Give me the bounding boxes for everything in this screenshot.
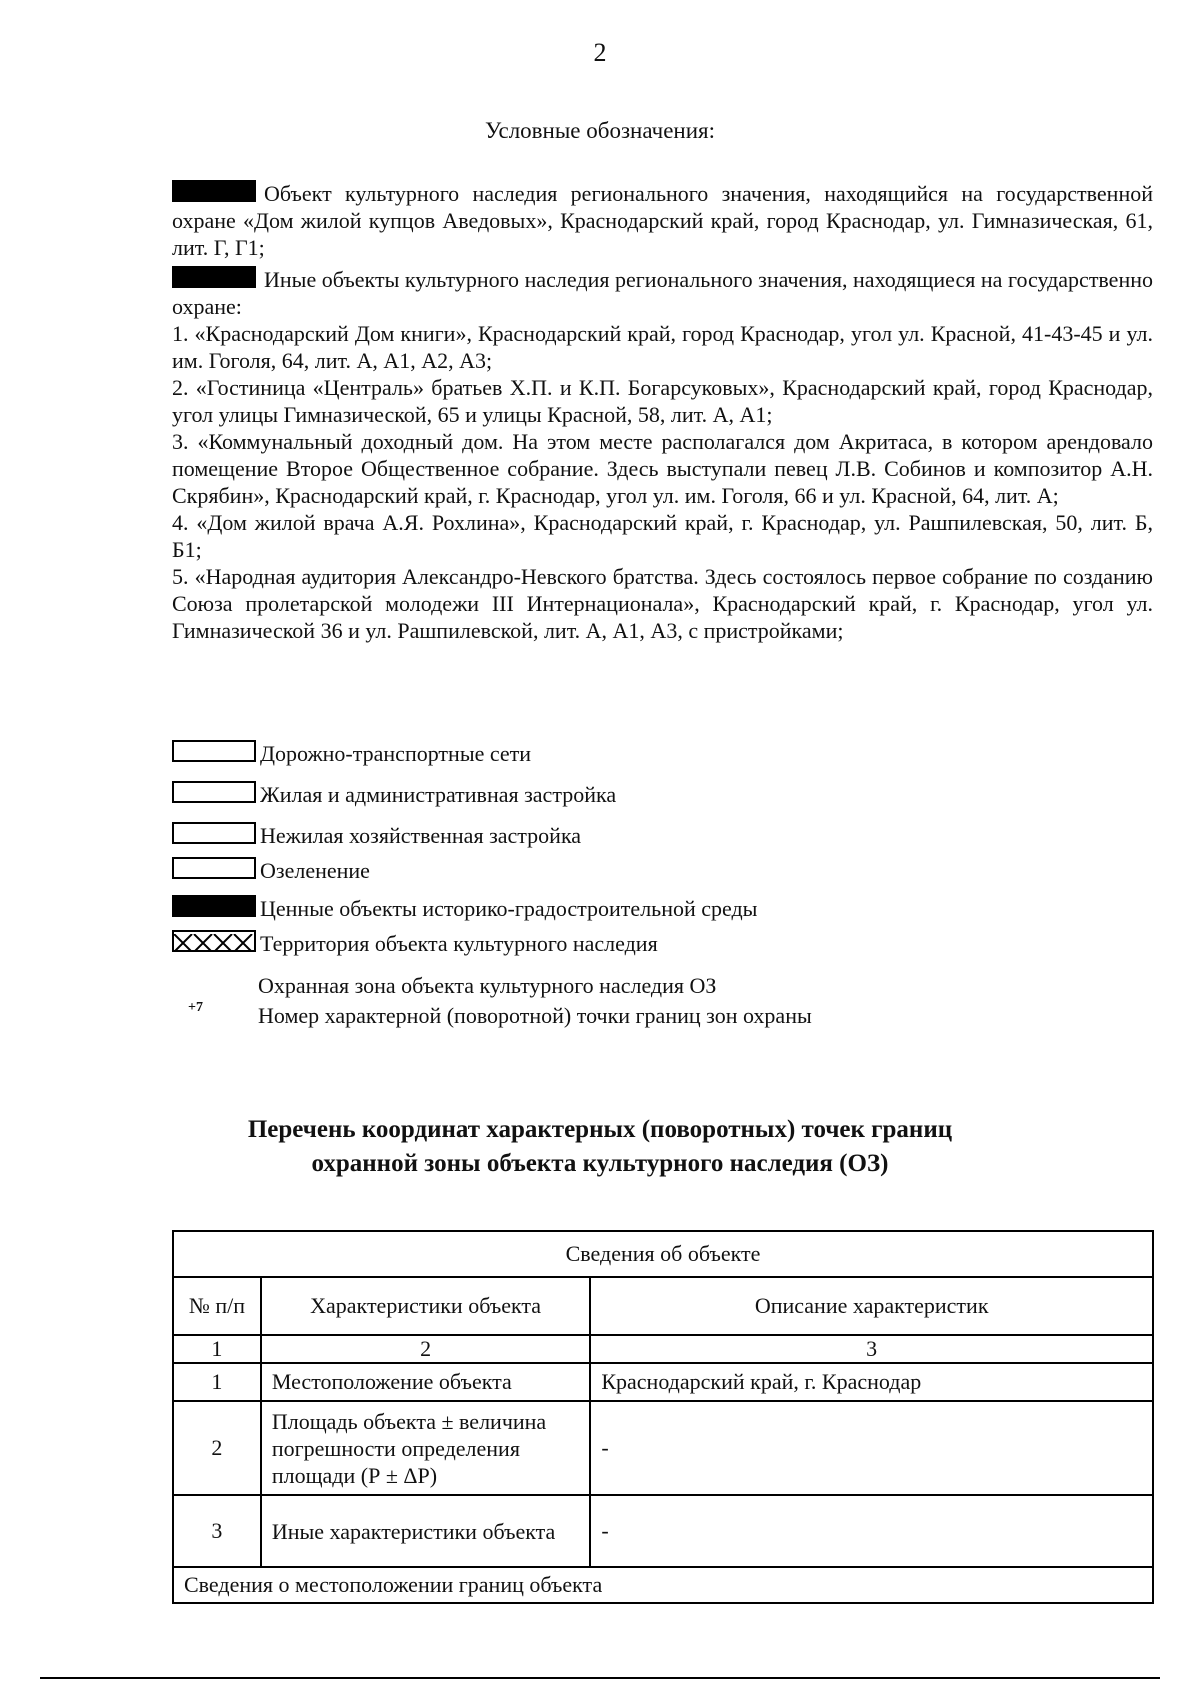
legend-title: Условные обозначения: <box>484 118 716 143</box>
other-object-item: 5. «Народная аудитория Александро-Невского братства. Здесь состоялось первое собрание по созданию Союза пролетарской молодежи III Интернационала», Краснодарский край, г. Краснодар, угол ул. Гимназической 36 и ул. Рашпилевской, лит. А, А1, А3, с пристройками; <box>172 564 1153 643</box>
solid-black-swatch-icon <box>172 180 256 202</box>
legend-zone: Охранная зона объекта культурного наследия ОЗ <box>258 973 717 998</box>
col-char-header: Характеристики объекта <box>261 1277 591 1335</box>
table-header: Сведения об объекте <box>173 1231 1153 1277</box>
hatch-swatch-icon <box>172 930 256 952</box>
legend-primary-object: Объект культурного наследия регионального значения, находящийся на государственной охране «Дом жилой купцов Аведовых», Краснодарский край, город Краснодар, ул. Гимназическая, 61, лит. Г, Г1; <box>172 181 1153 260</box>
solid-black-swatch-icon <box>172 895 256 917</box>
legend-item-territory: Территория объекта культурного наследия <box>172 930 658 957</box>
legend-point-description: Номер характерной (поворотной) точки границ зон охраны <box>258 1003 812 1028</box>
legend-item-greenery: Озеленение <box>172 857 370 884</box>
object-info-table <box>172 1230 1154 1604</box>
outline-swatch-icon <box>172 822 256 844</box>
col-desc-header: Описание характеристик <box>590 1277 1153 1335</box>
other-object-item: 4. «Дом жилой врача А.Я. Рохлина», Краснодарский край, г. Краснодар, ул. Рашпилевская, 50, лит. Б, Б1; <box>172 510 1153 562</box>
legend-item-roads: Дорожно-транспортные сети <box>172 740 531 767</box>
legend-item-valuable-objects: Ценные объекты историко-градостроительной среды <box>172 895 757 922</box>
section-title: Перечень координат характерных (поворотных) точек границ охранной зоны объекта культурного наследия (ОЗ) <box>247 1116 953 1177</box>
col-num-header: № п/п <box>173 1277 261 1335</box>
page-number: 2 <box>593 38 607 67</box>
legend-other-objects: Иные объекты культурного наследия регионального значения, находящиеся на государственно охране: 1. «Краснодарский Дом книги», Краснодарский край, город Краснодар, угол ул. Красной, 41-43-45 и ул. им. Гоголя, 64, лит. А, А1, А2, А3; 2. «Гостиница «Централь» братьев Х.П. и К.П. Богарсуковых», Краснодарский край, город Краснодар, угол улицы Гимназической, 65 и улицы Красной, 58, лит. А, А1; 3. «Коммунальный доходный дом. На этом месте располагался дом Акритаса, в котором арендовало помещение Второе Общественное собрание. Здесь выступали певец Л.В. Собинов и композитор А.Н. Скрябин», Краснодарский край, г. Краснодар, угол ул. им. Гоголя, 66 и ул. Красной, 64, лит. А; 4. «Дом жилой врача А.Я. Рохлина», Краснодарский край, г. Краснодар, ул. Рашпилевская, 50, лит. Б, Б1; 5. «Народная аудитория Александро-Невского братства. Здесь состоялось первое собрание по созданию Союза пролетарской молодежи III Интернационала», Краснодарский край, г. Краснодар, угол ул. Гимназической 36 и ул. Рашпилевской, лит. А, А1, А3, с пристройками; <box>172 267 1153 643</box>
table-row: 1 2 3 <box>173 1335 1153 1363</box>
other-object-item: 1. «Краснодарский Дом книги», Краснодарский край, город Краснодар, угол ул. Красной, 41-43-45 и ул. им. Гоголя, 64, лит. А, А1, А2, А3; <box>172 321 1153 373</box>
bottom-rule <box>40 1677 1160 1679</box>
table-footer: Сведения о местоположении границ объекта <box>173 1567 1153 1603</box>
table-row: 1 Местоположение объекта Краснодарский край, г. Краснодар <box>173 1363 1153 1401</box>
legend-item-residential: Жилая и административная застройка <box>172 781 616 808</box>
point-marker-icon: +7 <box>188 1000 203 1015</box>
other-object-item: 3. «Коммунальный доходный дом. На этом месте располагался дом Акритаса, в котором арендовало помещение Второе Общественное собрание. Здесь выступали певец Л.В. Собинов и композитор А.Н. Скрябин», Краснодарский край, г. Краснодар, угол ул. им. Гоголя, 66 и ул. Красной, 64, лит. А; <box>172 429 1153 508</box>
other-object-item: 2. «Гостиница «Централь» братьев Х.П. и К.П. Богарсуковых», Краснодарский край, город Краснодар, угол улицы Гимназической, 65 и улицы Красной, 58, лит. А, А1; <box>172 375 1153 427</box>
table-row: 2 Площадь объекта ± величина погрешности определения площади (Р ± ΔР) - <box>173 1401 1153 1495</box>
outline-swatch-icon <box>172 857 256 879</box>
legend-item-nonresidential: Нежилая хозяйственная застройка <box>172 822 581 849</box>
solid-black-swatch-icon <box>172 266 256 288</box>
table-row: 3 Иные характеристики объекта - <box>173 1495 1153 1567</box>
outline-swatch-icon <box>172 740 256 762</box>
outline-swatch-icon <box>172 781 256 803</box>
